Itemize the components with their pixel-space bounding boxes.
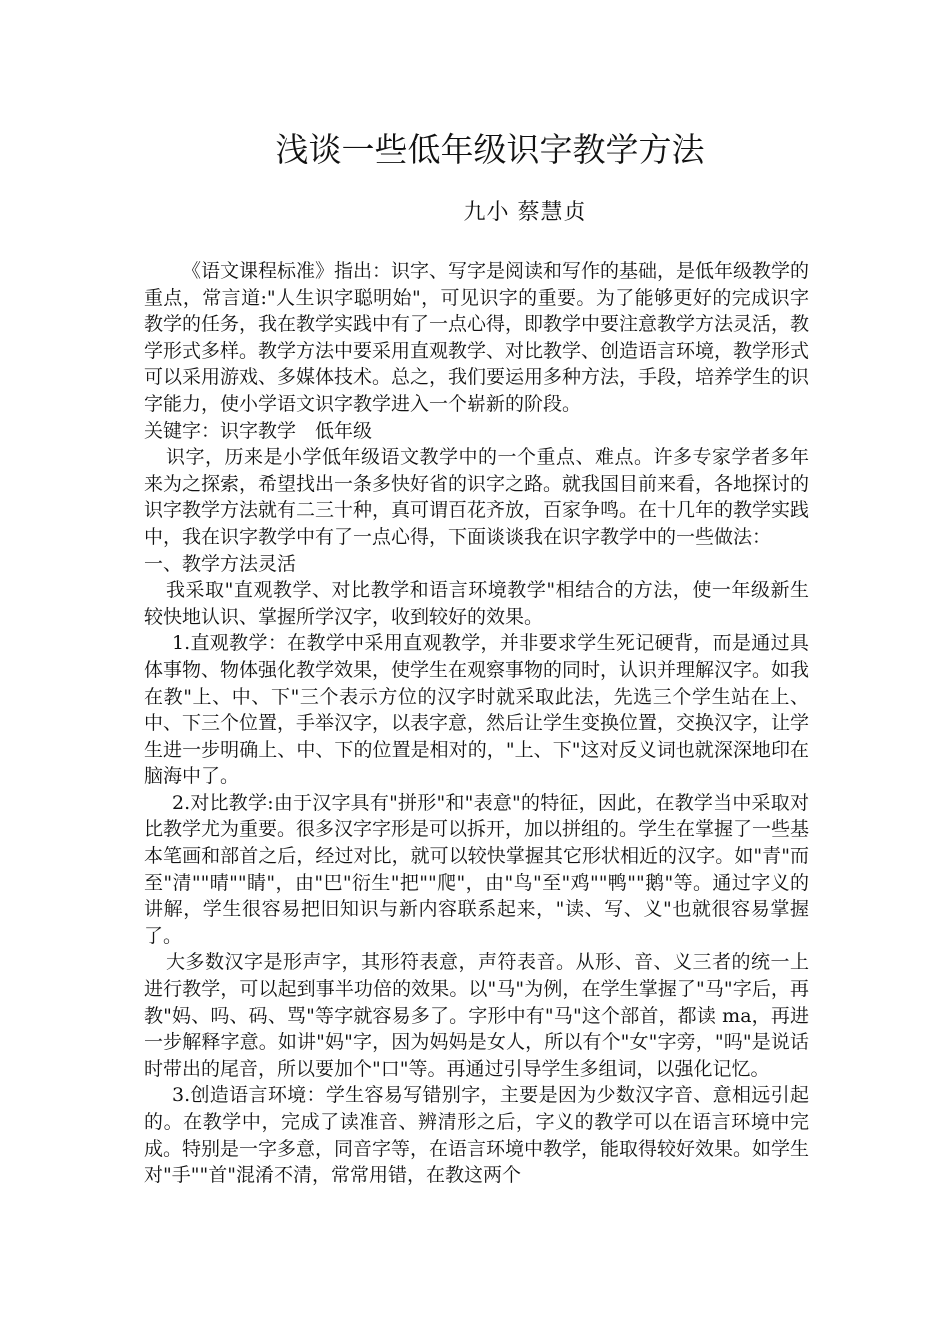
section-paragraph: 我采取"直观教学、对比教学和语言环境教学"相结合的方法，使一年级新生较快地认识、掌握所学汉字，收到较好的效果。 <box>144 579 809 628</box>
paragraph-direct-teaching: 1.直观教学：在教学中采用直观教学，并非要求学生死记硬背，而是通过具体事物、物体强化教学效果，使学生在观察事物的同时，认识并理解汉字。如我在教"上、中、下"三个表示方位的汉字时就采取此法，先选三个学生站在上、中、下三个位置，手举汉字，以表字意，然后让学生变换位置，交换汉字，让学生进一步明确上、中、下的位置是相对的，"上、下"这对反义词也就深深地印在脑海中了。 <box>144 632 810 788</box>
keywords-line: 关键字：识字教学 低年级 <box>144 419 373 442</box>
page-title: 浅谈一些低年级识字教学方法 <box>275 130 705 169</box>
section-heading: 一、教学方法灵活 <box>144 552 297 575</box>
author-line: 九小 蔡慧贞 <box>463 200 587 225</box>
paragraph-contrast-teaching: 2.对比教学:由于汉字具有"拼形"和"表意"的特征，因此，在教学当中采取对比教学尤为重要。很多汉字字形是可以拆开，加以拼组的。学生在掌握了一些基本笔画和部首之后，经过对比，就可以较快掌握其它形状相近的汉字。如"青"而至"清""晴""睛"，由"巴"衍生"把""爬"，由"鸟"至"鸡""鸭""鹅"等。通过字义的讲解，学生很容易把旧知识与新内容联系起来，"读、写、义"也就很容易掌握了。 <box>144 791 810 947</box>
intro-paragraph: 识字，历来是小学低年级语文教学中的一个重点、难点。许多专家学者多年来为之探索，希望找出一条多快好省的识字之路。就我国目前来看，各地探讨的识字教学方法就有二三十种，真可谓百花齐放，百家争鸣。在十几年的教学实践中，我在识字教学中有了一点心得，下面谈谈我在识字教学中的一些做法： <box>144 446 810 548</box>
paragraph-language-environment: 3.创造语言环境：学生容易写错别字，主要是因为少数汉字音、意相远引起的。在教学中，完成了读准音、辨清形之后，字义的教学可以在语言环境中完成。特别是一字多意，同音字等，在语言环境中教学，能取得较好效果。如学生对"手""首"混淆不清，常常用错，在教这两个 <box>144 1084 810 1187</box>
paragraph-phonetic-characters: 大多数汉字是形声字，其形符表意，声符表音。从形、音、义三者的统一上进行教学，可以起到事半功倍的效果。以"马"为例，在学生掌握了"马"字后，再教"妈、吗、码、骂"等字就容易多了。字形中有"马"这个部首，都读 ma，再进一步解释字意。如讲"妈"字，因为妈妈是女人，所以有个"女"字旁，"吗"是说话时带出的尾音，所以要加个"口"等。再通过引导学生多组词，以强化记忆。 <box>144 951 809 1080</box>
abstract-paragraph: 《语文课程标准》指出：识字、写字是阅读和写作的基础，是低年级教学的重点，常言道:"人生识字聪明始"，可见识字的重要。为了能够更好的完成识字教学的任务，我在教学实践中有了一点心得，即教学中要注意教学方法灵活，教学形式多样。教学方法中要采用直观教学、对比教学、创造语言环境，教学形式可以采用游戏、多媒体技术。总之，我们要运用多种方法，手段，培养学生的识字能力，使小学语文识字教学进入一个崭新的阶段。 <box>144 260 810 415</box>
document-body <box>144 258 809 1189</box>
